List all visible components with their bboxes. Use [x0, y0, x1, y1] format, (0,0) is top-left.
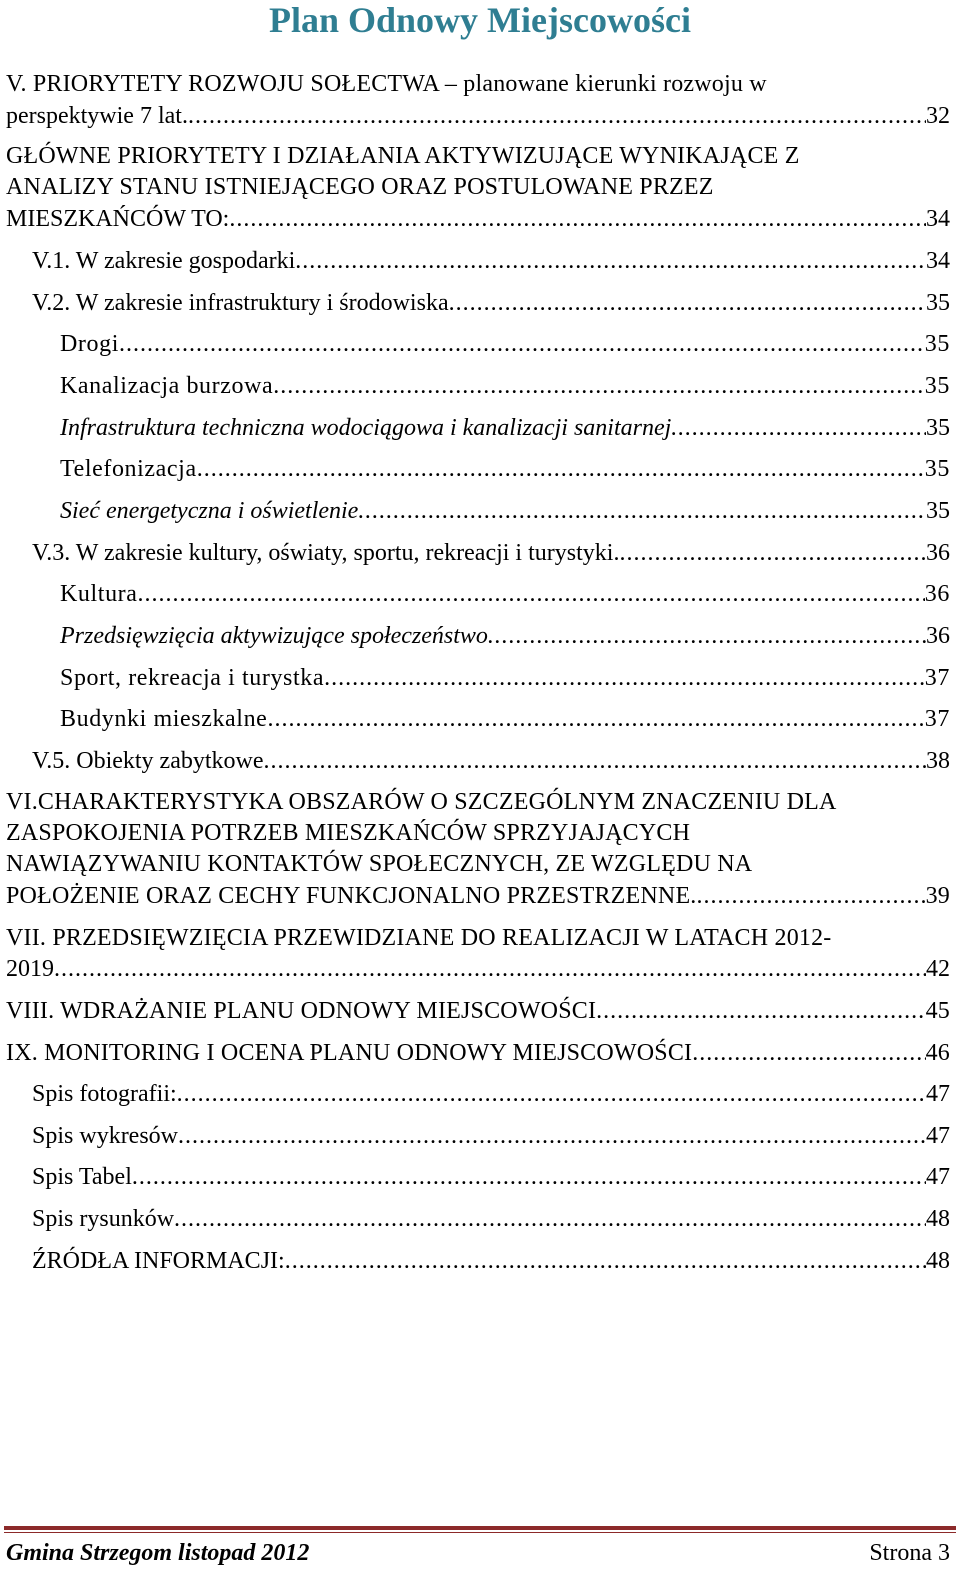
dot-leader — [229, 203, 926, 235]
toc-entry-label: ŹRÓDŁA INFORMACJI: — [32, 1248, 285, 1274]
dot-leader — [692, 1037, 925, 1069]
toc-page-number: 34 — [926, 206, 950, 232]
toc-entry-spis-wykresow[interactable] — [32, 1120, 950, 1152]
toc-entry-label: Telefonizacja — [60, 456, 197, 482]
footer-rule-thick — [4, 1526, 956, 1530]
dot-leader — [178, 1120, 926, 1152]
toc-entry-v5[interactable] — [32, 745, 950, 777]
toc-entry-label: Infrastruktura techniczna wodociągowa i kanalizacji sanitarnej — [60, 415, 672, 441]
toc-page-number: 47 — [926, 1123, 950, 1149]
toc-entry-v3[interactable] — [32, 537, 950, 569]
dot-leader — [488, 620, 926, 652]
toc-page-number: 48 — [926, 1248, 950, 1274]
toc-entry-spis-fotografii[interactable] — [32, 1078, 950, 1110]
toc-page-number: 35 — [926, 498, 950, 524]
dot-leader — [619, 537, 926, 569]
toc-page-number: 35 — [926, 415, 950, 441]
toc-entry-spis-rysunkow[interactable] — [32, 1203, 950, 1235]
toc-entry-label: Spis fotografii: — [32, 1081, 177, 1107]
toc-chapter-v-line1: V. PRIORYTETY ROZWOJU SOŁECTWA – planowane kierunki rozwoju w — [6, 71, 767, 97]
dot-leader — [138, 578, 925, 610]
toc-entry-zrodla-informacji[interactable] — [32, 1245, 950, 1277]
toc-page-number: 32 — [926, 103, 950, 129]
toc-entry-siec-energetyczna[interactable] — [60, 495, 950, 527]
dot-leader — [174, 1203, 926, 1235]
toc-page-number: 38 — [926, 748, 950, 774]
toc-chapter-v[interactable] — [6, 100, 950, 132]
toc-section-main-priorities-line2: ANALIZY STANU ISTNIEJĄCEGO ORAZ POSTULOWANE PRZEZ — [6, 174, 714, 200]
dot-leader — [177, 1078, 926, 1110]
toc-entry-label: Spis Tabel — [32, 1164, 132, 1190]
toc-chapter-vi-line3: NAWIĄZYWANIU KONTAKTÓW SPOŁECZNYCH, ZE WZGLĘDU NA — [6, 851, 753, 877]
toc-page-number: 35 — [924, 456, 950, 482]
toc-chapter-vi[interactable] — [6, 880, 950, 912]
footer-page-number: Strona 3 — [869, 1540, 950, 1566]
toc-page-number: 35 — [926, 290, 950, 316]
toc-entry-label: Sieć energetyczna i oświetlenie — [60, 498, 359, 524]
toc-chapter-vii-line1: VII. PRZEDSIĘWZIĘCIA PRZEWIDZIANE DO REALIZACJI W LATACH 2012- — [6, 925, 832, 951]
toc-entry-drogi[interactable] — [60, 328, 950, 360]
toc-entry-label: Spis wykresów — [32, 1123, 179, 1149]
dot-leader — [54, 953, 926, 985]
toc-entry-label: V.3. W zakresie kultury, oświaty, sportu, rekreacji i turystyki. — [32, 540, 620, 566]
toc-chapter-ix[interactable] — [6, 1037, 950, 1069]
toc-chapter-vi-line1: VI.CHARAKTERYSTYKA OBSZARÓW O SZCZEGÓLNYM ZNACZENIU DLA — [6, 789, 837, 815]
toc-page-number: 46 — [925, 1040, 950, 1066]
toc-page-number: 36 — [924, 581, 950, 607]
toc-section-main-priorities-line1: GŁÓWNE PRIORYTETY I DZIAŁANIA AKTYWIZUJĄCE WYNIKAJĄCE Z — [6, 143, 800, 169]
toc-entry-kanalizacja-burzowa[interactable] — [60, 370, 950, 402]
toc-entry-label: VIII. WDRAŻANIE PLANU ODNOWY MIEJSCOWOŚCI — [6, 998, 597, 1024]
toc-page-number: 36 — [926, 623, 950, 649]
toc-chapter-vii[interactable] — [6, 953, 950, 985]
page-title: Plan Odnowy Miejscowości — [269, 0, 691, 40]
footer-rule-thin — [4, 1532, 956, 1533]
toc-entry-v1[interactable] — [32, 245, 950, 277]
toc-entry-label: V.5. Obiekty zabytkowe — [32, 748, 264, 774]
toc-chapter-viii[interactable] — [6, 995, 950, 1027]
toc-page-number: 47 — [926, 1081, 950, 1107]
toc-page-number: 37 — [924, 706, 950, 732]
toc-chapter-vi-line2: ZASPOKOJENIA POTRZEB MIESZKAŃCÓW SPRZYJAJĄCYCH — [6, 820, 691, 846]
dot-leader — [358, 495, 926, 527]
toc-entry-kultura[interactable] — [60, 578, 950, 610]
toc-entry-label: 2019 — [6, 956, 54, 982]
dot-leader — [132, 1161, 926, 1193]
toc-page-number: 35 — [924, 331, 950, 357]
toc-entry-label: Sport, rekreacja i turystka — [60, 665, 325, 691]
toc-page-number: 45 — [925, 998, 950, 1024]
dot-leader — [264, 745, 926, 777]
toc-entry-label: Przedsięwzięcia aktywizujące społeczeństwo — [60, 623, 488, 649]
toc-entry-label: Drogi — [60, 331, 119, 357]
toc-entry-label: perspektywie 7 lat. — [6, 103, 188, 129]
toc-entry-budynki-mieszkalne[interactable] — [60, 703, 950, 735]
dot-leader — [449, 287, 926, 319]
dot-leader — [273, 370, 925, 402]
toc-page-number: 48 — [926, 1206, 950, 1232]
toc-page-number: 39 — [925, 883, 950, 909]
dot-leader — [197, 453, 925, 485]
toc-entry-infrastruktura-wodociagowa[interactable] — [60, 412, 950, 444]
toc-entry-label: IX. MONITORING I OCENA PLANU ODNOWY MIEJSCOWOŚCI — [6, 1040, 693, 1066]
toc-entry-label: V.1. W zakresie gospodarki — [32, 248, 296, 274]
toc-entry-label: POŁOŻENIE ORAZ CECHY FUNKCJONALNO PRZESTRZENNE. — [6, 883, 697, 909]
dot-leader — [324, 662, 925, 694]
toc-entry-telefonizacja[interactable] — [60, 453, 950, 485]
toc-entry-przedsiewziecia-aktywizujace[interactable] — [60, 620, 950, 652]
toc-entry-label: Budynki mieszkalne — [60, 706, 268, 732]
dot-leader — [596, 995, 925, 1027]
toc-page-number: 37 — [924, 665, 950, 691]
footer-publisher: Gmina Strzegom listopad 2012 — [6, 1540, 310, 1566]
toc-entry-spis-tabel[interactable] — [32, 1161, 950, 1193]
dot-leader — [188, 100, 926, 132]
toc-page-number: 42 — [926, 956, 950, 982]
toc-page-number: 35 — [924, 373, 950, 399]
toc-page-number: 47 — [926, 1164, 950, 1190]
dot-leader — [295, 245, 926, 277]
dot-leader — [119, 328, 925, 360]
toc-entry-label: Kultura — [60, 581, 138, 607]
toc-entry-label: Kanalizacja burzowa — [60, 373, 274, 399]
toc-entry-label: Spis rysunków — [32, 1206, 175, 1232]
toc-page-number: 36 — [926, 540, 950, 566]
dot-leader — [671, 412, 926, 444]
toc-entry-label: V.2. W zakresie infrastruktury i środowiska — [32, 290, 449, 316]
dot-leader — [697, 880, 926, 912]
dot-leader — [267, 703, 924, 735]
toc-entry-label: MIESZKAŃCÓW TO: — [6, 206, 230, 232]
toc-page-number: 34 — [926, 248, 950, 274]
dot-leader — [285, 1245, 926, 1277]
toc-entry-sport-rekreacja[interactable] — [60, 662, 950, 694]
toc-section-main-priorities[interactable] — [6, 203, 950, 235]
toc-entry-v2[interactable] — [32, 287, 950, 319]
